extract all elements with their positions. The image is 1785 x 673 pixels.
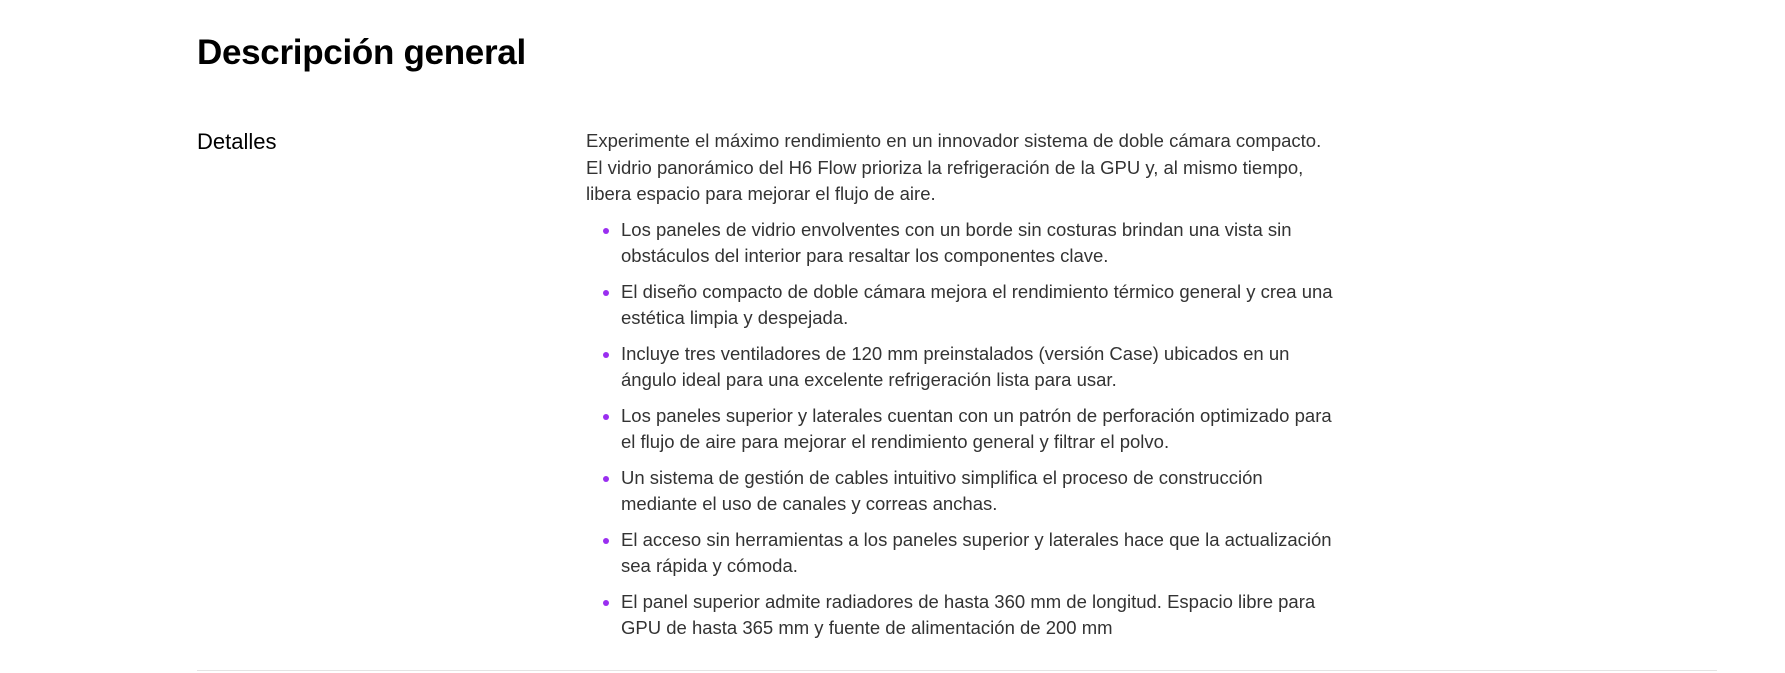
feature-item [586,527,1456,580]
feature-line: el flujo de aire para mejorar el rendimiento general y filtrar el polvo. [621,431,1170,452]
details-intro [586,128,1456,208]
feature-line: sea rápida y cómoda. [621,555,798,576]
feature-item [586,279,1456,332]
bullet-dot-icon [603,476,609,482]
feature-line: Incluye tres ventiladores de 120 mm preinstalados (versión Case) ubicados en un [621,342,1290,364]
bullet-dot-icon [603,538,609,544]
feature-line: El diseño compacto de doble cámara mejora el rendimiento térmico general y crea una [621,280,1333,302]
feature-item [586,589,1456,642]
intro-line: Experimente el máximo rendimiento en un innovador sistema de doble cámara compacto. [586,130,1322,151]
feature-line: GPU de hasta 365 mm y fuente de alimentación de 200 mm [621,617,1113,638]
feature-line: El panel superior admite radiadores de hasta 360 mm de longitud. Espacio libre para [621,590,1316,612]
feature-line: Un sistema de gestión de cables intuitivo simplifica el proceso de construcción [621,466,1263,488]
feature-line: estética limpia y despejada. [621,307,849,328]
feature-line: mediante el uso de canales y correas anchas. [621,493,998,514]
bullet-dot-icon [603,290,609,296]
intro-line: libera espacio para mejorar el flujo de aire. [586,183,936,204]
feature-line: obstáculos del interior para resaltar los componentes clave. [621,245,1109,266]
feature-item [586,217,1456,270]
feature-list [586,217,1456,642]
details-content [586,128,1456,651]
feature-item [586,341,1456,394]
feature-item [586,465,1456,518]
bullet-dot-icon [603,228,609,234]
feature-item [586,403,1456,456]
feature-line: ángulo ideal para una excelente refrigeración lista para usar. [621,369,1117,390]
feature-line: El acceso sin herramientas a los paneles superior y laterales hace que la actualización [621,528,1332,550]
bullet-dot-icon [603,414,609,420]
intro-line: El vidrio panorámico del H6 Flow prioriza la refrigeración de la GPU y, al mismo tiempo, [586,156,1304,178]
page-title: Descripción general [197,33,526,72]
details-section-label: Detalles [197,129,277,154]
feature-line: Los paneles de vidrio envolventes con un borde sin costuras brindan una vista sin [621,218,1292,240]
bullet-dot-icon [603,600,609,606]
bullet-dot-icon [603,352,609,358]
section-divider [197,670,1717,671]
feature-line: Los paneles superior y laterales cuentan con un patrón de perforación optimizado para [621,404,1332,426]
